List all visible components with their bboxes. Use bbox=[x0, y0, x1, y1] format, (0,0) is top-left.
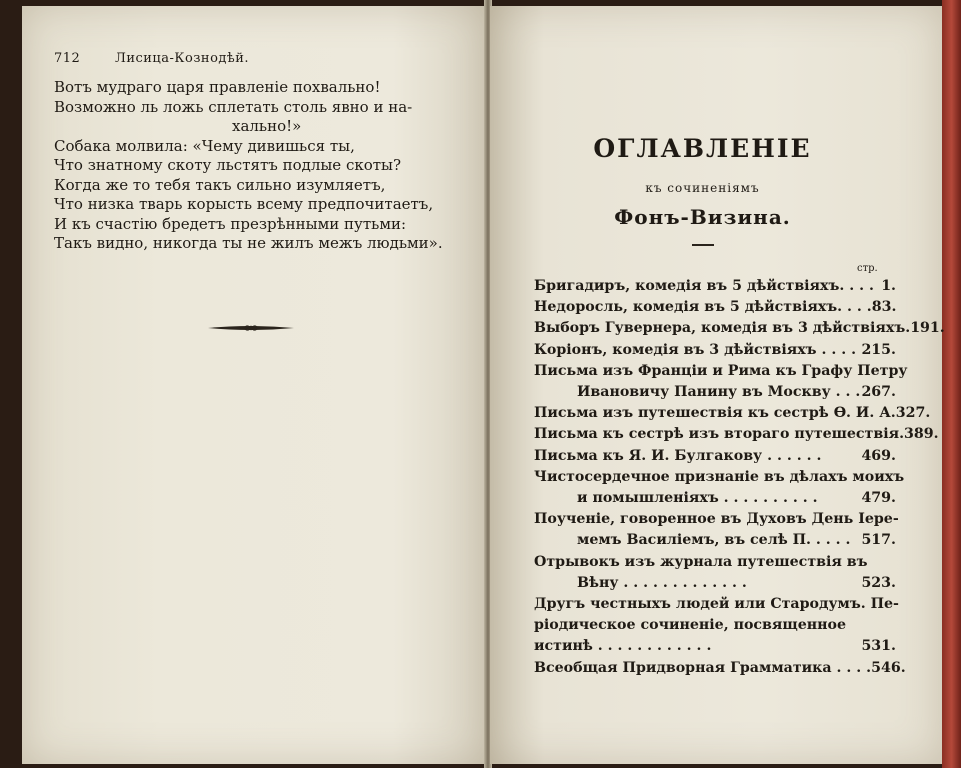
toc-entry[interactable] bbox=[534, 424, 939, 445]
poem-line: Что знатному скоту льстятъ подлые скоты? bbox=[54, 156, 402, 174]
toc-entry-page: 83. bbox=[871, 299, 897, 316]
page-column-header: стр. bbox=[857, 263, 878, 274]
toc-entry-title: Всеобщая Придворная Грамматика . . . . bbox=[534, 659, 872, 676]
poem-line: Такъ видно, никогда ты не жилъ межъ людьми». bbox=[54, 234, 443, 252]
toc-entry-page: 469. bbox=[861, 447, 896, 464]
poem-line: Когда же то тебя такъ сильно изумляетъ, bbox=[54, 175, 386, 194]
toc-entry-page: 215. bbox=[861, 341, 896, 358]
toc-entry[interactable] bbox=[534, 488, 896, 509]
toc-entry[interactable] bbox=[534, 318, 945, 339]
ornament-divider bbox=[206, 322, 296, 334]
toc-entry-page: 523. bbox=[861, 574, 896, 591]
toc-entry-title: Коріонъ, комедія въ 3 дѣйствіяхъ . . . . bbox=[534, 341, 857, 358]
toc-entry[interactable] bbox=[534, 658, 906, 679]
toc-entry-title: Письма къ Я. И. Булгакову . . . . . . bbox=[534, 447, 822, 464]
toc-entry[interactable] bbox=[534, 552, 896, 573]
toc-entry[interactable] bbox=[534, 297, 896, 318]
toc-entry-title: Недоросль, комедія въ 5 дѣйствіяхъ. . . . bbox=[534, 299, 872, 316]
page-number: 712 bbox=[54, 51, 81, 66]
toc-author: Фонъ-Визина. bbox=[614, 205, 791, 229]
toc-entry[interactable] bbox=[534, 594, 899, 615]
toc-entry[interactable] bbox=[534, 509, 899, 530]
running-head bbox=[54, 51, 249, 66]
toc-entry-page: 517. bbox=[861, 532, 896, 549]
toc-entry[interactable] bbox=[534, 340, 896, 361]
toc-entry-title: Поученіе, говоренное въ Духовъ День Іере- bbox=[534, 511, 899, 528]
toc-entry-page: 389. bbox=[904, 426, 939, 443]
toc-entry-title: Чистосердечное признаніе въ дѣлахъ моихъ bbox=[534, 468, 905, 485]
toc-entry-title: мемъ Василіемъ, въ селѣ П. . . . . bbox=[577, 532, 851, 549]
poem-line: Возможно ль ложь сплетать столь явно и на- bbox=[54, 97, 413, 116]
toc-entry-page: 191. bbox=[910, 320, 945, 337]
toc-title: ОГЛАВЛЕНІЕ bbox=[593, 134, 812, 163]
toc-entry[interactable] bbox=[534, 361, 908, 382]
toc-entry-title: Бригадиръ, комедія въ 5 дѣйствіяхъ. . . . bbox=[534, 278, 874, 294]
toc-entry-title: Вѣну . . . . . . . . . . . . . bbox=[577, 574, 747, 591]
toc-entry[interactable] bbox=[534, 615, 896, 636]
toc-entry-title: Выборъ Гувернера, комедія въ 3 дѣйствіяхъ. bbox=[534, 320, 911, 337]
poem-text bbox=[54, 78, 443, 254]
toc-entry-title: истинѣ . . . . . . . . . . . . bbox=[534, 638, 712, 655]
poem-line: И къ счастію бредетъ презрѣнными путьми: bbox=[54, 214, 407, 233]
toc-entry-title: ріодическое сочиненіе, посвященное bbox=[534, 617, 847, 634]
toc-entry[interactable] bbox=[534, 530, 896, 551]
toc-entry-title: Письма къ сестрѣ изъ втораго путешествія. bbox=[534, 426, 905, 443]
toc-entry-title: Другъ честныхъ людей или Стародумъ. Пе- bbox=[534, 596, 899, 613]
toc-entry-page: 267. bbox=[861, 384, 896, 401]
running-title: Лисица-Кознодѣй. bbox=[114, 51, 250, 66]
toc-entry-page: 1. bbox=[881, 278, 896, 294]
toc-entry-page: 327. bbox=[895, 405, 931, 422]
toc-entry[interactable] bbox=[534, 446, 896, 467]
toc-entry[interactable] bbox=[534, 403, 931, 424]
toc-entry-title: Ивановичу Панину въ Москву . . . bbox=[577, 384, 861, 401]
toc-list bbox=[534, 276, 945, 679]
title-rule bbox=[692, 244, 714, 246]
toc-entry-title: Отрывокъ изъ журнала путешествія въ bbox=[534, 553, 868, 570]
toc-entry[interactable] bbox=[534, 382, 896, 403]
poem-line: хально!» bbox=[232, 117, 302, 135]
toc-subtitle: къ сочиненіямъ bbox=[645, 181, 760, 195]
toc-entry-page: 531. bbox=[861, 638, 896, 655]
toc-entry-title: и помышленіяхъ . . . . . . . . . . bbox=[577, 490, 818, 507]
toc-entry-page: 479. bbox=[861, 490, 896, 507]
toc-entry[interactable] bbox=[534, 636, 896, 657]
book-cover-edge bbox=[942, 0, 961, 768]
toc-entry[interactable] bbox=[534, 467, 905, 488]
toc-entry[interactable] bbox=[534, 573, 896, 594]
poem-line: Собака молвила: «Чему дивишься ты, bbox=[54, 136, 355, 155]
toc-entry-title: Письма изъ путешествія къ сестрѣ Ѳ. И. А. bbox=[534, 405, 896, 422]
toc-entry-title: Письма изъ Франціи и Рима къ Графу Петру bbox=[534, 362, 908, 379]
toc-entry[interactable] bbox=[534, 276, 896, 297]
toc-entry-page: 546. bbox=[871, 659, 906, 676]
poem-line: Что низка тварь корысть всему предпочитаетъ, bbox=[54, 195, 434, 213]
poem-line: Вотъ мудраго царя правленіе похвально! bbox=[54, 78, 381, 96]
